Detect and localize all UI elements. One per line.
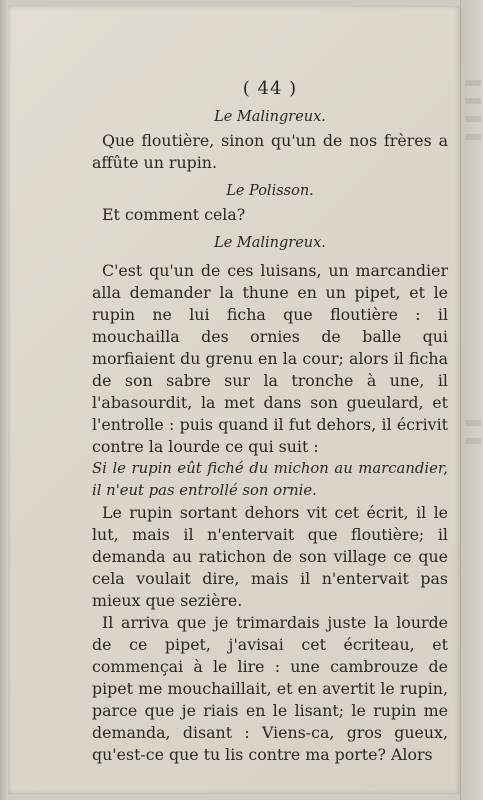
- dialogue-paragraph: Que floutière, sinon qu'un de nos frères a affûte un rupin.: [92, 131, 448, 172]
- book-page: [8, 6, 460, 794]
- speaker-heading: Le Malingreux.: [214, 109, 326, 125]
- speaker-heading: Le Polisson.: [226, 183, 314, 199]
- page-content: [92, 78, 448, 766]
- book-spine: [0, 0, 8, 800]
- page-number: ( 44 ): [242, 78, 298, 99]
- quoted-inscription: Si le rupin eût fiché du michon au marcandier, il n'eut pas entrollé son ornie.: [92, 460, 448, 499]
- dialogue-paragraph: Le rupin sortant dehors vit cet écrit, il le lut, mais il n'entervait que floutière; il demanda au ratichon de son village ce que cela voulait dire, mais il n'entervait pas mieux que sezière.: [92, 503, 448, 610]
- dialogue-paragraph: Il arriva que je trimardais juste la lourde de ce pipet, j'avisai cet écriteau, et commençai à le lire : une cambrouze de pipet me mouchaillait, et en avertit le rupin, parce que je riais en le lisant; le rupin me demanda, disant : Viens-ca, gros gueux, qu'est-ce que tu lis contre ma porte? Alors: [92, 613, 448, 764]
- dialogue-paragraph: C'est qu'un de ces luisans, un marcandier alla demander la thune en un pipet, et le rupin ne lui ficha que floutière : il mouchailla des ornies de balle qui morfiaient du grenu en la cour; alors il ficha de son sabre sur la tronche à une, il l'abasourdit, la met dans son gueulard, et l'entrolle : puis quand il fut dehors, il écrivit contre la lourde ce qui suit :: [92, 261, 448, 456]
- dialogue-paragraph: Et comment cela?: [102, 205, 246, 224]
- speaker-heading: Le Malingreux.: [214, 235, 326, 251]
- adjacent-page-edge: [460, 0, 483, 800]
